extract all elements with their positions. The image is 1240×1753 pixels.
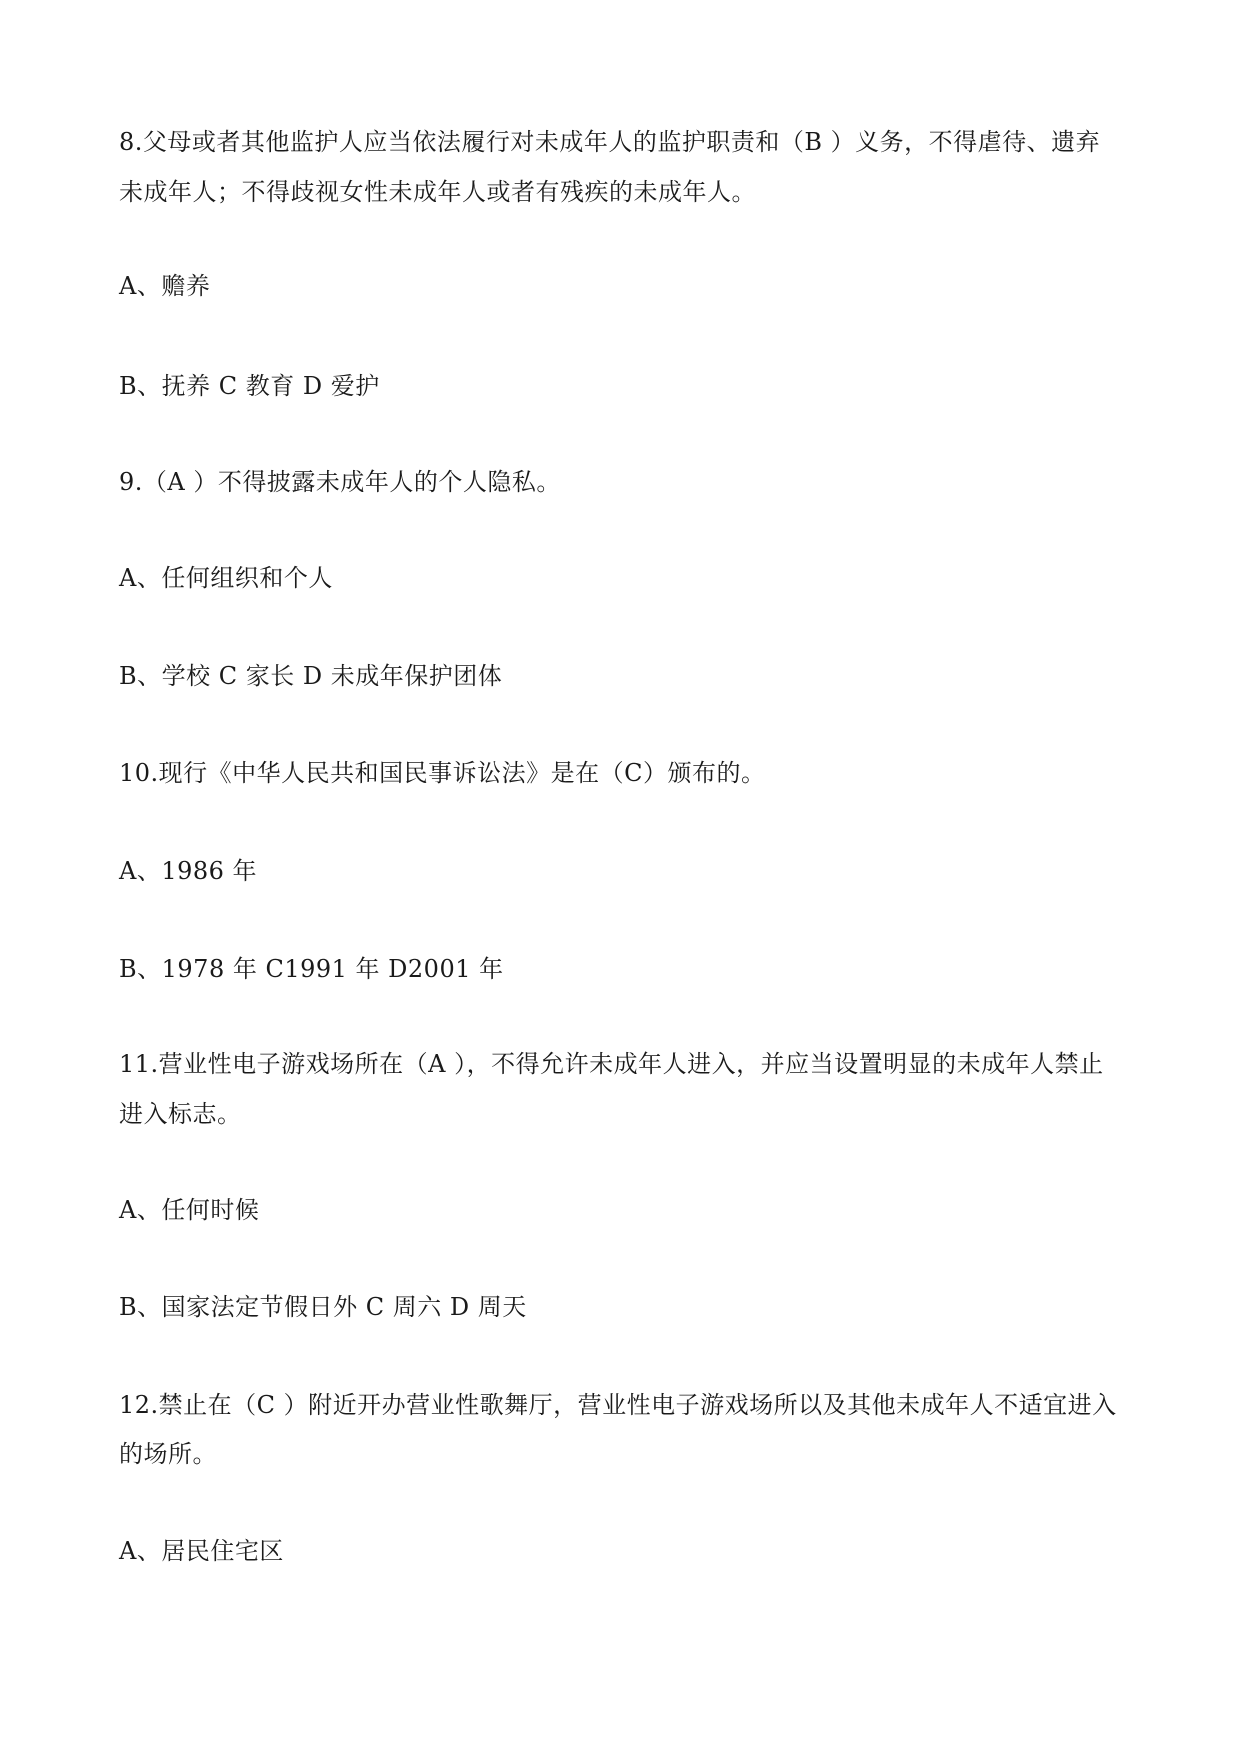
question-12-option-a: A、居民住宅区: [119, 1537, 284, 1565]
question-10-option-a: A、1986 年: [119, 857, 258, 885]
question-8-line-1: 8.父母或者其他监护人应当依法履行对未成年人的监护职责和（B ）义务，不得虐待、遗弃: [119, 128, 1101, 156]
question-11-option-a: A、任何时候: [119, 1196, 260, 1224]
question-9-option-a: A、任何组织和个人: [119, 564, 333, 592]
question-8-option-b: B、抚养 C 教育 D 爱护: [119, 372, 380, 400]
question-12-line-1: 12.禁止在（C ）附近开办营业性歌舞厅，营业性电子游戏场所以及其他未成年人不适宜进入: [119, 1391, 1117, 1419]
question-11-option-b: B、国家法定节假日外 C 周六 D 周天: [119, 1293, 527, 1321]
question-11-line-2: 进入标志。: [119, 1100, 242, 1128]
question-12-line-2: 的场所。: [119, 1440, 217, 1468]
question-9-option-b: B、学校 C 家长 D 未成年保护团体: [119, 662, 503, 690]
question-8-line-2: 未成年人；不得歧视女性未成年人或者有残疾的未成年人。: [119, 178, 756, 206]
question-10-line-1: 10.现行《中华人民共和国民事诉讼法》是在（C）颁布的。: [119, 759, 766, 787]
question-10-option-b: B、1978 年 C1991 年 D2001 年: [119, 955, 504, 983]
question-9-line-1: 9.（A ）不得披露未成年人的个人隐私。: [119, 468, 561, 496]
question-8-option-a: A、赡养: [119, 272, 211, 300]
question-11-line-1: 11.营业性电子游戏场所在（A ），不得允许未成年人进入，并应当设置明显的未成年人禁止: [119, 1050, 1104, 1078]
